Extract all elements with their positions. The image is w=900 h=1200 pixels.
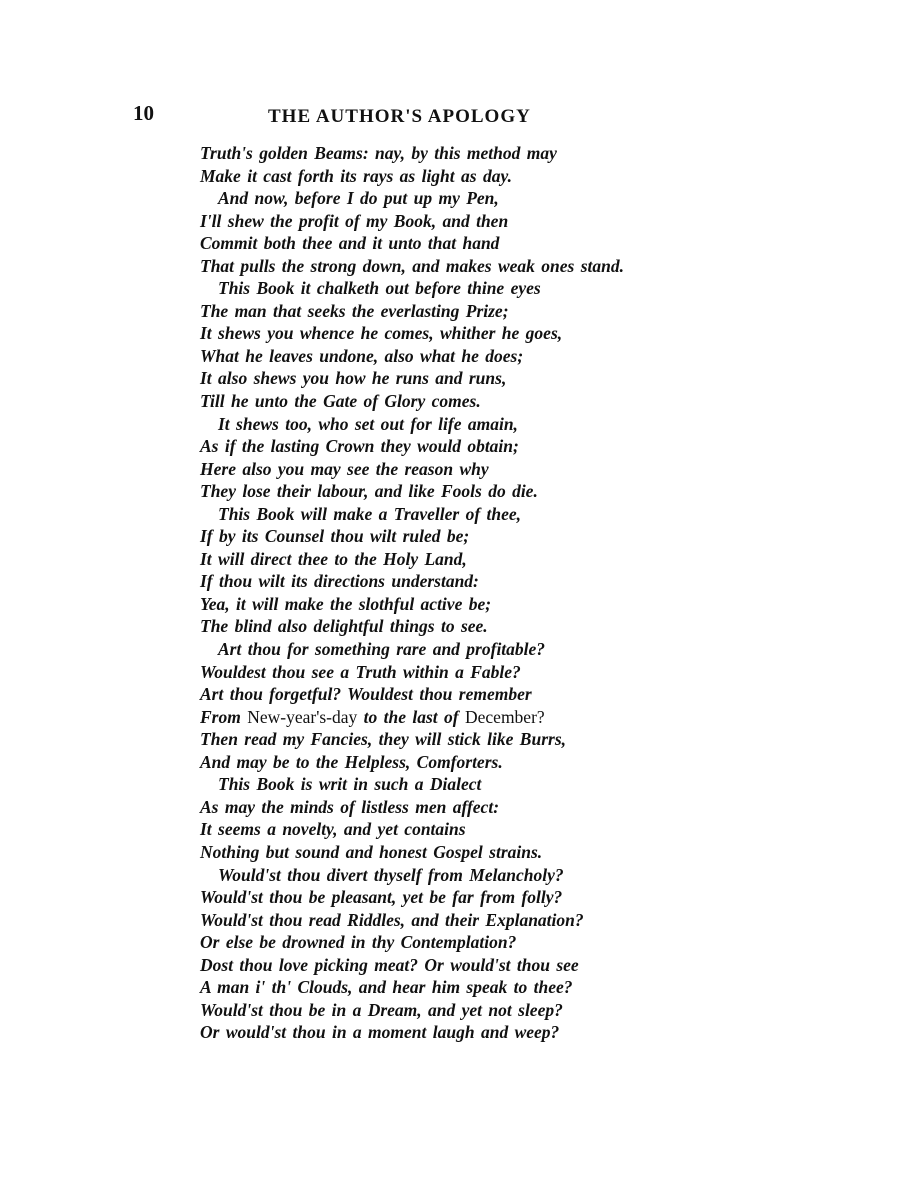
poem-line: Commit both thee and it unto that hand xyxy=(200,233,500,254)
poem-line: Art thou for something rare and profitable? xyxy=(218,639,546,660)
poem-line: Would'st thou be in a Dream, and yet not sleep? xyxy=(200,999,563,1020)
poem-line: Would'st thou be pleasant, yet be far from folly? xyxy=(200,887,563,908)
poem-line: And may be to the Helpless, Comforters. xyxy=(200,751,503,772)
poem-line: And now, before I do put up my Pen, xyxy=(218,188,499,209)
poem-line: It seems a novelty, and yet contains xyxy=(200,819,466,840)
poem-line: The blind also delightful things to see. xyxy=(200,616,488,637)
poem-line-segment: to the last of xyxy=(357,706,465,727)
poem-line: Yea, it will make the slothful active be; xyxy=(200,593,492,614)
poem-line: Dost thou love picking meat? Or would'st thou see xyxy=(200,954,579,975)
poem-line: Here also you may see the reason why xyxy=(200,458,489,479)
poem-line: This Book will make a Traveller of thee, xyxy=(218,503,522,524)
poem-line: Truth's golden Beams: nay, by this method may xyxy=(200,143,557,163)
poem-line: It shews you whence he comes, whither he goes, xyxy=(200,323,563,344)
poem-line: If thou wilt its directions understand: xyxy=(200,571,479,592)
poem-line: They lose their labour, and like Fools do die. xyxy=(200,481,538,502)
poem-line: This Book it chalketh out before thine eyes xyxy=(218,278,541,299)
poem-line: As if the lasting Crown they would obtain; xyxy=(200,436,519,457)
poem-line: Or else be drowned in thy Contemplation? xyxy=(200,932,517,953)
poem-line: Would'st thou read Riddles, and their Explanation? xyxy=(200,909,584,930)
poem-line: Nothing but sound and honest Gospel strains. xyxy=(200,841,543,862)
poem-line: Art thou forgetful? Wouldest thou remember xyxy=(200,684,532,705)
poem-line: It shews too, who set out for life amain, xyxy=(218,413,518,434)
poem-line: The man that seeks the everlasting Prize; xyxy=(200,300,509,321)
running-head: THE AUTHOR'S APOLOGY xyxy=(268,106,531,127)
poem-line: It will direct thee to the Holy Land, xyxy=(200,548,467,569)
poem-line xyxy=(200,706,880,729)
poem-line-segment: December? xyxy=(465,706,545,727)
poem-line: Then read my Fancies, they will stick like Burrs, xyxy=(200,729,567,750)
poem-line-segment: From xyxy=(200,706,248,727)
poem-line: I'll shew the profit of my Book, and then xyxy=(200,210,509,231)
poem-line: If by its Counsel thou wilt ruled be; xyxy=(200,526,470,547)
poem-line: That pulls the strong down, and makes weak ones stand. xyxy=(200,255,624,276)
poem-line: As may the minds of listless men affect: xyxy=(200,796,500,817)
poem-line: Till he unto the Gate of Glory comes. xyxy=(200,391,481,412)
poem-line: Or would'st thou in a moment laugh and weep? xyxy=(200,1022,560,1043)
poem-body xyxy=(200,142,880,1044)
poem-line: This Book is writ in such a Dialect xyxy=(218,774,482,795)
poem-line: Wouldest thou see a Truth within a Fable? xyxy=(200,661,521,682)
poem-line: What he leaves undone, also what he does; xyxy=(200,345,524,366)
poem-line: It also shews you how he runs and runs, xyxy=(200,368,507,389)
poem-line: A man i' th' Clouds, and hear him speak to thee? xyxy=(200,977,573,998)
poem-line: Make it cast forth its rays as light as day. xyxy=(200,165,512,186)
poem-line-segment: New-year's-day xyxy=(247,706,358,727)
page-number: 10 xyxy=(133,101,154,125)
poem-line: Would'st thou divert thyself from Melancholy? xyxy=(218,864,564,885)
